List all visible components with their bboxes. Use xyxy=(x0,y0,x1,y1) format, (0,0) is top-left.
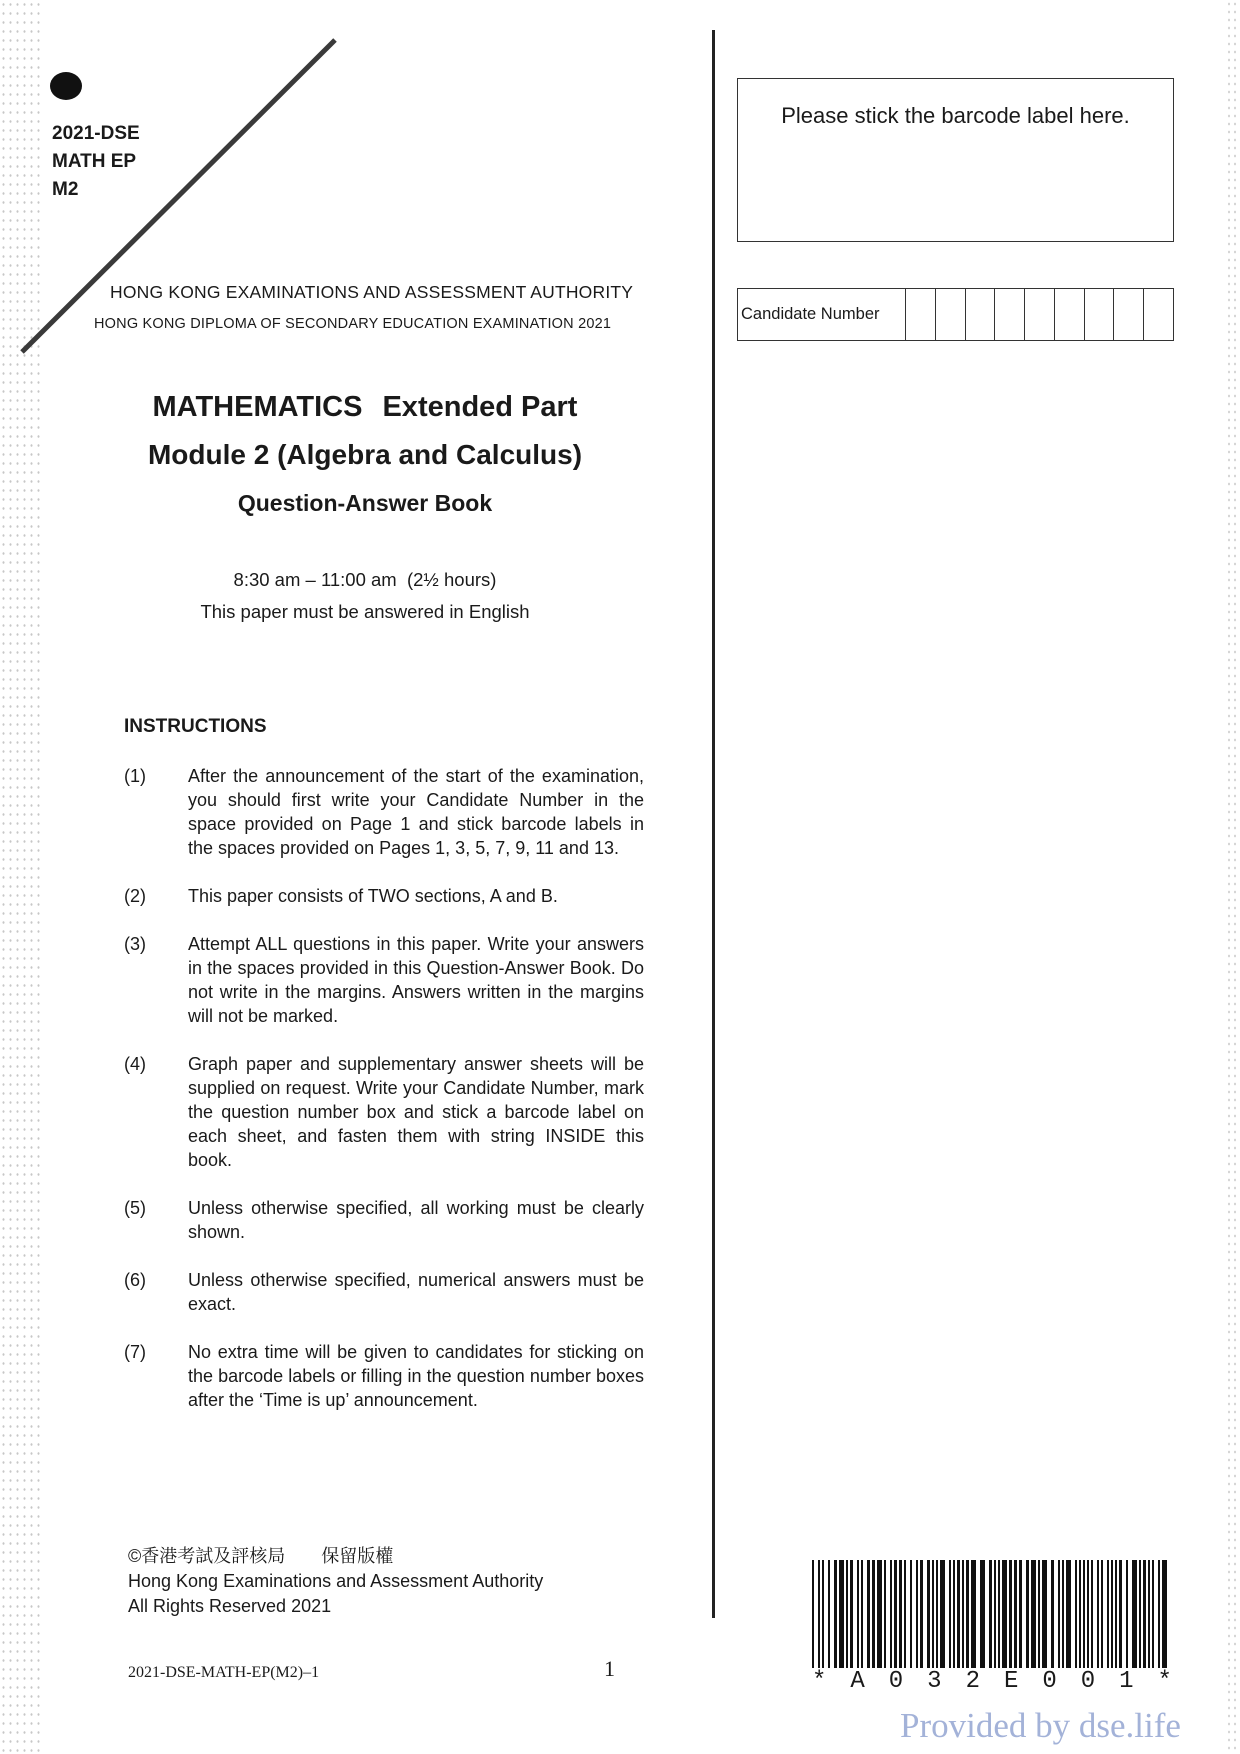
candidate-number-box[interactable] xyxy=(936,289,966,340)
instruction-item xyxy=(124,1052,644,1172)
barcode-bar xyxy=(1111,1560,1113,1668)
exam-time: 8:30 am – 11:00 am (2½ hours) xyxy=(233,569,497,590)
barcode-text xyxy=(812,1668,1172,1695)
copyright-chinese: ©香港考試及評核局 保留版權 xyxy=(128,1546,394,1566)
language-note: This paper must be answered in English xyxy=(200,601,530,622)
barcode-bar xyxy=(904,1560,906,1668)
copyright-block xyxy=(128,1544,543,1619)
barcode-bar xyxy=(1107,1560,1109,1668)
instruction-item xyxy=(124,764,644,860)
barcode-bar xyxy=(839,1560,844,1668)
instruction-item xyxy=(124,1268,644,1316)
instructions-heading: INSTRUCTIONS xyxy=(124,716,267,737)
barcode-bar xyxy=(1075,1560,1077,1668)
barcode-bar xyxy=(980,1560,985,1668)
barcode-bar xyxy=(861,1560,863,1668)
barcode-bar xyxy=(949,1560,951,1668)
barcode-bar xyxy=(1143,1560,1146,1668)
candidate-number-box[interactable] xyxy=(995,289,1025,340)
barcode-bar xyxy=(1079,1560,1081,1668)
instruction-number: (3) xyxy=(124,934,146,954)
barcode-bar xyxy=(998,1560,1000,1668)
instruction-number: (1) xyxy=(124,766,146,786)
candidate-number-box[interactable] xyxy=(1055,289,1085,340)
instruction-text: Unless otherwise specified, numerical answers must be exact. xyxy=(188,1270,644,1314)
candidate-number-box[interactable] xyxy=(966,289,996,340)
barcode-char: 3 xyxy=(927,1668,942,1695)
watermark: Provided by dse.life xyxy=(900,1706,1181,1745)
barcode-bar xyxy=(894,1560,897,1668)
barcode-bar xyxy=(989,1560,992,1668)
instruction-text: Unless otherwise specified, all working must be clearly shown. xyxy=(188,1198,644,1242)
barcode-bar xyxy=(818,1560,820,1668)
barcode-bar xyxy=(1042,1560,1047,1668)
instruction-item xyxy=(124,932,644,1028)
time-block xyxy=(100,564,630,628)
barcode-char: * xyxy=(1157,1668,1172,1695)
barcode-char: 2 xyxy=(965,1668,980,1695)
barcode-image xyxy=(812,1560,1172,1668)
vertical-divider xyxy=(712,30,715,1618)
barcode-char: 0 xyxy=(1042,1668,1057,1695)
barcode-bar xyxy=(890,1560,892,1668)
barcode-bar xyxy=(994,1560,996,1668)
instruction-text: Graph paper and supplementary answer sheets will be supplied on request. Write your Candidate Number, mark the question number box and stick a barcode label on each sheet, and fasten them with string INSIDE this book. xyxy=(188,1054,644,1170)
copyright-reserved: All Rights Reserved 2021 xyxy=(128,1596,332,1616)
barcode-bar xyxy=(1009,1560,1012,1668)
barcode-bar xyxy=(927,1560,930,1668)
barcode-bar xyxy=(1087,1560,1089,1668)
barcode-bar xyxy=(1097,1560,1099,1668)
instruction-item xyxy=(124,1196,644,1244)
barcode-char: 1 xyxy=(1119,1668,1134,1695)
footer-paper-code: 2021-DSE-MATH-EP(M2)–1 xyxy=(128,1664,320,1681)
instruction-number: (6) xyxy=(124,1270,146,1290)
barcode-bar xyxy=(872,1560,875,1668)
paper-code xyxy=(52,120,140,204)
candidate-number-box[interactable] xyxy=(1114,289,1144,340)
barcode-bar xyxy=(877,1560,882,1668)
candidate-number-box[interactable] xyxy=(1144,289,1173,340)
barcode-label-box[interactable] xyxy=(737,78,1174,242)
barcode-bar xyxy=(1101,1560,1103,1668)
barcode-bar xyxy=(1162,1560,1167,1668)
barcode-bar xyxy=(834,1560,837,1668)
title-block xyxy=(100,385,630,525)
barcode-label-instruction: Please stick the barcode label here. xyxy=(781,103,1130,128)
instruction-text: This paper consists of TWO sections, A and B. xyxy=(188,886,558,906)
instruction-number: (2) xyxy=(124,886,146,906)
barcode-bar xyxy=(957,1560,960,1668)
candidate-number-field[interactable] xyxy=(737,288,1174,341)
subject-title xyxy=(100,385,630,429)
paper-code-module: M2 xyxy=(52,179,79,200)
paper-code-subject: MATH EP xyxy=(52,151,137,172)
paper-code-year: 2021-DSE xyxy=(52,123,140,144)
instruction-number: (4) xyxy=(124,1054,146,1074)
barcode-bar xyxy=(1091,1560,1093,1668)
exam-name: HONG KONG DIPLOMA OF SECONDARY EDUCATION EXAMINATION 2021 xyxy=(94,316,612,332)
candidate-number-label: Candidate Number xyxy=(738,289,906,340)
subject-name: MATHEMATICS xyxy=(152,391,363,423)
barcode-bar xyxy=(962,1560,964,1668)
barcode-bar xyxy=(828,1560,830,1668)
barcode-bar xyxy=(916,1560,918,1668)
barcode-char: * xyxy=(812,1668,827,1695)
barcode-bar xyxy=(932,1560,934,1668)
instruction-number: (7) xyxy=(124,1342,146,1362)
copyright-english: Hong Kong Examinations and Assessment Authority xyxy=(128,1571,544,1591)
barcode-bar xyxy=(1051,1560,1054,1668)
module-title: Module 2 (Algebra and Calculus) xyxy=(147,439,583,470)
barcode-bar xyxy=(850,1560,853,1668)
subject-part: Extended Part xyxy=(382,391,578,423)
barcode-bar xyxy=(1126,1560,1128,1668)
barcode-bar xyxy=(846,1560,848,1668)
barcode-char: E xyxy=(1003,1668,1019,1695)
instruction-item xyxy=(124,1340,644,1412)
barcode-bar xyxy=(812,1560,814,1668)
barcode-bar xyxy=(1019,1560,1022,1668)
barcode-bar xyxy=(920,1560,923,1668)
candidate-number-box[interactable] xyxy=(1025,289,1055,340)
instruction-item xyxy=(124,884,644,908)
barcode-bar xyxy=(1148,1560,1150,1668)
barcode-bar xyxy=(1139,1560,1141,1668)
instruction-number: (5) xyxy=(124,1198,146,1218)
barcode-bar xyxy=(1002,1560,1007,1668)
barcode-bar xyxy=(867,1560,870,1668)
barcode-bar xyxy=(1119,1560,1122,1668)
barcode-bar xyxy=(899,1560,902,1668)
barcode-bar xyxy=(1014,1560,1017,1668)
instruction-text: Attempt ALL questions in this paper. Write your answers in the spaces provided in this Question-Answer Book. Do not write in the margins. Answers written in the margins will not be marked. xyxy=(188,934,644,1026)
barcode-bar xyxy=(1031,1560,1036,1668)
barcode-bar xyxy=(1026,1560,1029,1668)
instruction-text: No extra time will be given to candidates for sticking on the barcode labels or filling in the question number boxes after the ‘Time is up’ announcement. xyxy=(188,1342,644,1410)
barcode-bar xyxy=(1132,1560,1137,1668)
candidate-number-box[interactable] xyxy=(1085,289,1115,340)
barcode-bar xyxy=(1152,1560,1154,1668)
barcode-char: 0 xyxy=(1080,1668,1096,1695)
barcode-bar xyxy=(1083,1560,1085,1668)
authority-name: HONG KONG EXAMINATIONS AND ASSESSMENT AUTHORITY xyxy=(110,282,634,302)
barcode-bar xyxy=(953,1560,955,1668)
book-title: Question-Answer Book xyxy=(237,490,493,516)
barcode-char: 0 xyxy=(888,1668,904,1695)
barcode-bar xyxy=(822,1560,824,1668)
barcode-bar xyxy=(857,1560,859,1668)
instruction-text: After the announcement of the start of the examination, you should first write your Candidate Number in the space provided on Page 1 and stick barcode labels in the spaces provided on Pages 1, 3, 5, 7, 9, 11 and 13. xyxy=(188,766,644,858)
barcode-bar xyxy=(966,1560,969,1668)
barcode-char: A xyxy=(850,1668,865,1695)
barcode-bar xyxy=(1062,1560,1064,1668)
barcode-bar xyxy=(940,1560,945,1668)
barcode-bar xyxy=(1158,1560,1160,1668)
barcode-bar xyxy=(884,1560,886,1668)
barcode-bar xyxy=(936,1560,938,1668)
instructions-list xyxy=(124,764,644,1436)
page-number: 1 xyxy=(604,1656,615,1681)
candidate-number-box[interactable] xyxy=(906,289,936,340)
barcode-bar xyxy=(910,1560,912,1668)
barcode-bar xyxy=(1066,1560,1071,1668)
barcode-bar xyxy=(1058,1560,1060,1668)
barcode-bar xyxy=(1038,1560,1040,1668)
barcode-bar xyxy=(971,1560,976,1668)
barcode-bar xyxy=(1115,1560,1117,1668)
